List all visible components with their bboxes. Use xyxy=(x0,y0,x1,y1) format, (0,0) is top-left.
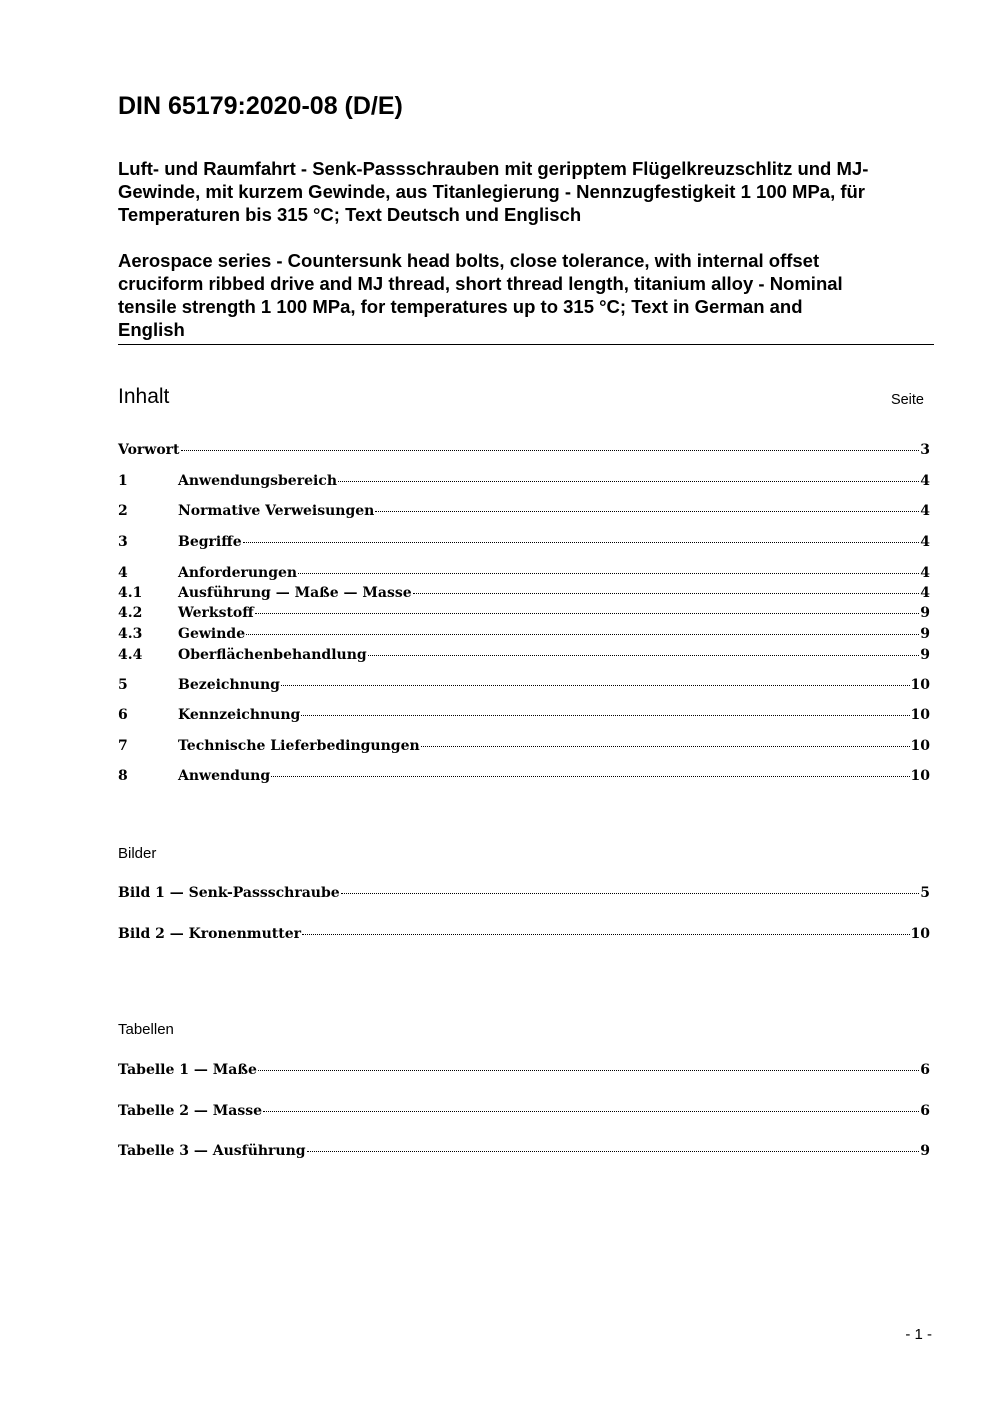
table-entry-page: 6 xyxy=(920,1062,930,1078)
toc-entry-title: Oberflächenbehandlung xyxy=(178,647,367,663)
toc-entry-title: Kennzeichnung xyxy=(178,707,301,723)
toc-entry-page: 10 xyxy=(910,677,930,693)
toc-entry-number: 4.2 xyxy=(118,605,143,621)
toc-entry-3[interactable] xyxy=(118,533,930,551)
toc-entry-number: 2 xyxy=(118,503,128,519)
table-entry-title: Tabelle 1 — Maße xyxy=(118,1062,257,1078)
german-title-line: Gewinde, mit kurzem Gewinde, aus Titanlegierung - Nennzugfestigkeit 1 100 MPa, für xyxy=(118,181,866,202)
table-entry-title: Tabelle 3 — Ausführung xyxy=(118,1143,306,1159)
figure-entry-page: 5 xyxy=(920,885,930,901)
toc-heading: Inhalt xyxy=(118,385,170,408)
table-entry-1[interactable] xyxy=(118,1061,930,1079)
toc-entry-page: 4 xyxy=(920,585,930,601)
table-leader-dots xyxy=(258,1070,919,1071)
german-title-line: Temperaturen bis 315 °C; Text Deutsch und Englisch xyxy=(118,204,582,225)
toc-entry-title: Vorwort xyxy=(118,442,180,458)
toc-entry-title: Normative Verweisungen xyxy=(178,503,375,519)
toc-entry-page: 9 xyxy=(920,626,930,642)
toc-entry-page: 4 xyxy=(920,503,930,519)
table-leader-dots xyxy=(307,1151,920,1152)
toc-entry-page: 4 xyxy=(920,565,930,581)
toc-entry-4[interactable] xyxy=(118,564,930,582)
german-title xyxy=(118,157,934,226)
toc-entry-title: Technische Lieferbedingungen xyxy=(178,738,420,754)
toc-leader-dots xyxy=(243,542,920,543)
toc-leader-dots xyxy=(338,481,919,482)
toc-entry-number: 4.3 xyxy=(118,626,143,642)
toc-entry-title: Anwendungsbereich xyxy=(178,473,337,489)
toc-entry-4-4[interactable] xyxy=(118,646,930,664)
table-entry-page: 6 xyxy=(920,1103,930,1119)
toc-leader-dots xyxy=(281,685,910,686)
toc-page-column-label: Seite xyxy=(890,392,924,408)
toc-leader-dots xyxy=(181,450,920,451)
toc-leader-dots xyxy=(375,511,919,512)
table-entry-page: 9 xyxy=(920,1143,930,1159)
document-subtitle-block xyxy=(118,157,934,341)
toc-entry-vorwort[interactable] xyxy=(118,441,930,459)
figures-heading: Bilder xyxy=(118,845,157,862)
toc-entry-page: 4 xyxy=(920,534,930,550)
toc-entry-number: 4.4 xyxy=(118,647,143,663)
toc-entry-page: 9 xyxy=(920,605,930,621)
table-entry-2[interactable] xyxy=(118,1102,930,1120)
toc-entry-page: 10 xyxy=(910,738,930,754)
toc-leader-dots xyxy=(271,776,909,777)
toc-entry-4-3[interactable] xyxy=(118,625,930,643)
toc-entry-number: 7 xyxy=(118,738,128,754)
toc-entry-title: Gewinde xyxy=(178,626,246,642)
toc-entry-number: 5 xyxy=(118,677,128,693)
toc-entry-title: Bezeichnung xyxy=(178,677,280,693)
english-title xyxy=(118,249,934,341)
toc-entry-1[interactable] xyxy=(118,472,930,490)
page-number: - 1 - xyxy=(905,1326,932,1343)
figure-entry-2[interactable] xyxy=(118,925,930,943)
toc-leader-dots xyxy=(246,634,919,635)
english-title-line: tensile strength 1 100 MPa, for temperatures up to 315 °C; Text in German and xyxy=(118,296,803,317)
figure-entry-title: Bild 2 — Kronenmutter xyxy=(118,926,301,942)
toc-entry-8[interactable] xyxy=(118,767,930,785)
english-title-line: English xyxy=(118,319,185,340)
toc-leader-dots xyxy=(413,593,920,594)
toc-entry-number: 1 xyxy=(118,473,128,489)
toc-leader-dots xyxy=(298,573,919,574)
figure-entry-title: Bild 1 — Senk-Passschraube xyxy=(118,885,340,901)
toc-leader-dots xyxy=(255,613,920,614)
toc-entry-number: 4.1 xyxy=(118,585,143,601)
figure-entry-page: 10 xyxy=(910,926,930,942)
toc-entry-4-1[interactable] xyxy=(118,584,930,602)
figure-leader-dots xyxy=(302,934,910,935)
toc-entry-2[interactable] xyxy=(118,502,930,520)
title-divider xyxy=(118,344,934,345)
toc-entry-page: 4 xyxy=(920,473,930,489)
toc-entry-title: Anwendung xyxy=(178,768,271,784)
figure-entry-1[interactable] xyxy=(118,884,930,902)
toc-entry-6[interactable] xyxy=(118,706,930,724)
toc-entry-number: 4 xyxy=(118,565,128,581)
toc-entry-7[interactable] xyxy=(118,737,930,755)
table-entry-3[interactable] xyxy=(118,1142,930,1160)
toc-entry-4-2[interactable] xyxy=(118,604,930,622)
toc-entry-5[interactable] xyxy=(118,676,930,694)
toc-entry-page: 3 xyxy=(920,442,930,458)
toc-entry-title: Anforderungen xyxy=(178,565,298,581)
english-title-line: Aerospace series - Countersunk head bolts, close tolerance, with internal offset xyxy=(118,250,820,271)
document-title: DIN 65179:2020-08 (D/E) xyxy=(118,92,403,120)
table-leader-dots xyxy=(263,1111,919,1112)
tables-heading: Tabellen xyxy=(118,1021,174,1038)
toc-entry-number: 3 xyxy=(118,534,128,550)
figure-leader-dots xyxy=(341,893,920,894)
toc-entry-number: 6 xyxy=(118,707,128,723)
toc-leader-dots xyxy=(421,746,910,747)
toc-entry-page: 10 xyxy=(910,707,930,723)
toc-entry-title: Werkstoff xyxy=(178,605,254,621)
table-entry-title: Tabelle 2 — Masse xyxy=(118,1103,262,1119)
toc-entry-title: Ausführung — Maße — Masse xyxy=(178,585,412,601)
toc-leader-dots xyxy=(368,655,920,656)
toc-entry-page: 10 xyxy=(910,768,930,784)
english-title-line: cruciform ribbed drive and MJ thread, short thread length, titanium alloy - Nominal xyxy=(118,273,843,294)
toc-leader-dots xyxy=(301,715,909,716)
toc-entry-page: 9 xyxy=(920,647,930,663)
german-title-line: Luft- und Raumfahrt - Senk-Passschrauben mit geripptem Flügelkreuzschlitz und MJ- xyxy=(118,158,869,179)
toc-entry-title: Begriffe xyxy=(178,534,242,550)
toc-entry-number: 8 xyxy=(118,768,128,784)
